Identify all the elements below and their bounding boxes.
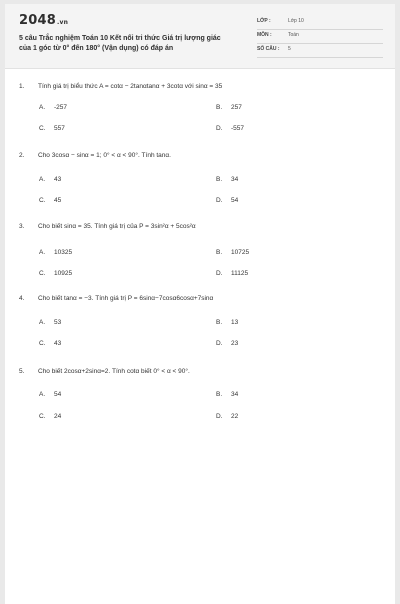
option-label: D. [216,270,223,277]
question-number: 5. [19,368,25,375]
option-label: B. [216,391,223,398]
option-a[interactable] [39,249,72,256]
option-value: -257 [54,104,68,111]
document-header [5,4,395,69]
question-text: Cho 3cosα − sinα = 1; 0° < α < 90°. Tính tanα. [38,152,171,159]
option-label: C. [39,125,46,132]
option-label: C. [39,340,46,347]
option-value: 10925 [54,270,73,277]
option-b[interactable] [216,176,238,183]
logo-suffix: .vn [56,19,69,26]
option-d[interactable] [216,197,238,204]
question-number: 2. [19,152,25,159]
option-a[interactable] [39,104,67,111]
option-value: 10725 [231,249,250,256]
option-label: C. [39,197,46,204]
option-b[interactable] [216,319,238,326]
meta-subject-label: MÔN : [257,32,272,38]
option-a[interactable] [39,391,61,398]
meta-count-label: SỐ CÂU : [257,46,280,52]
option-label: B. [216,319,223,326]
question-text: Cho biết sinα = 35. Tính giá trị của P = 3sin²α + 5cos²α [38,223,196,230]
option-label: D. [216,125,223,132]
option-c[interactable] [39,125,65,132]
option-value: 34 [231,176,239,183]
question-text: Tính giá trị biểu thức A = cotα − 2tanαtanα + 3cotα với sinα = 35 [38,83,223,90]
option-d[interactable] [216,270,248,277]
option-value: -557 [231,125,245,132]
option-value: 22 [231,413,239,420]
option-value: 257 [231,104,242,111]
option-label: A. [39,391,46,398]
meta-subject-row [257,31,383,44]
option-value: 24 [54,413,62,420]
option-value: 557 [54,125,65,132]
question-text: Cho biết 2cosα+2sinα=2. Tính cotα biết 0° < α < 90°. [38,368,190,375]
option-value: 43 [54,176,62,183]
option-d[interactable] [216,413,238,420]
question-number: 3. [19,223,25,230]
option-label: D. [216,197,223,204]
option-label: A. [39,104,46,111]
option-c[interactable] [39,197,61,204]
option-c[interactable] [39,270,72,277]
option-a[interactable] [39,176,61,183]
option-label: B. [216,176,223,183]
option-value: 13 [231,319,239,326]
option-label: A. [39,249,46,256]
option-label: D. [216,340,223,347]
option-value: 54 [231,197,239,204]
option-value: 53 [54,319,62,326]
meta-count-value: 5 [288,46,291,52]
option-label: C. [39,413,46,420]
option-label: A. [39,319,46,326]
option-label: C. [39,270,46,277]
question-number: 4. [19,295,25,302]
meta-class-row [257,17,383,30]
option-b[interactable] [216,104,242,111]
option-label: D. [216,413,223,420]
document-title: 5 câu Trắc nghiệm Toán 10 Kết nối tri thức Giá trị lượng giác của 1 góc từ 0° đến 180° (Vận dụng) có đáp án [19,35,221,52]
option-c[interactable] [39,413,61,420]
option-c[interactable] [39,340,61,347]
site-logo[interactable] [19,13,68,28]
question-text: Cho biết tanα = −3. Tính giá trị P = 6sinα−7cosα6cosα+7sinα [38,295,214,302]
option-value: 34 [231,391,239,398]
question-number: 1. [19,83,25,90]
option-value: 11125 [231,270,249,277]
meta-class-label: LỚP : [257,18,271,24]
logo-text: 2048 [19,13,56,28]
document-page [5,4,395,604]
option-d[interactable] [216,340,238,347]
option-value: 54 [54,391,62,398]
option-label: A. [39,176,46,183]
option-d[interactable] [216,125,244,132]
option-a[interactable] [39,319,61,326]
option-b[interactable] [216,391,238,398]
option-value: 43 [54,340,62,347]
option-value: 23 [231,340,239,347]
option-value: 45 [54,197,62,204]
meta-class-value: Lớp 10 [288,18,304,24]
option-label: B. [216,249,223,256]
option-b[interactable] [216,249,249,256]
meta-subject-value: Toán [288,32,299,38]
option-label: B. [216,104,223,111]
option-value: 10325 [54,249,73,256]
meta-count-row [257,45,383,58]
